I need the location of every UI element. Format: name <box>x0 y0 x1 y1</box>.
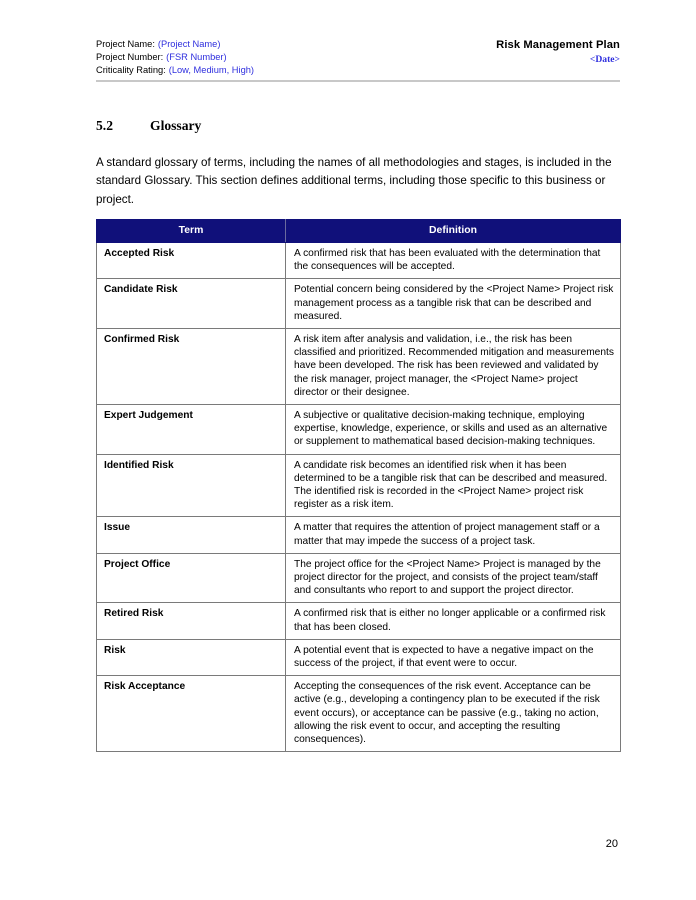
cell-definition: The project office for the <Project Name> Project is managed by the project director for the project, and consists of the project team/staff and consultants who report to and support the project director. <box>286 553 621 603</box>
document-date-placeholder: <Date> <box>589 54 620 65</box>
section-heading <box>96 118 201 134</box>
header-field-project-number <box>96 51 254 64</box>
header-field-value: (Low, Medium, High) <box>168 64 255 75</box>
table-row <box>97 553 621 603</box>
cell-term: Risk <box>97 639 286 675</box>
header-field-value: (FSR Number) <box>166 51 227 62</box>
page-number: 20 <box>605 838 618 850</box>
table-row <box>97 243 621 279</box>
cell-definition: A risk item after analysis and validation, i.e., the risk has been classified and prioritized. Recommended mitigation and measurements have been developed. The risk has been reviewed and validated by the risk manager, project manager, the <Project Name> project director or their designee. <box>286 329 621 405</box>
header-field-criticality-rating <box>96 64 254 77</box>
header-divider-rule <box>96 80 620 82</box>
document-title: Risk Management Plan <box>496 39 620 51</box>
table-row <box>97 454 621 517</box>
cell-definition: A candidate risk becomes an identified risk when it has been determined to be a tangible risk that can be described and measured. The identified risk is recorded in the <Project Name> project risk register as a risk item. <box>286 454 621 517</box>
cell-term: Candidate Risk <box>97 279 286 329</box>
table-row <box>97 405 621 455</box>
cell-term: Confirmed Risk <box>97 329 286 405</box>
table-row <box>97 279 621 329</box>
cell-term: Issue <box>97 517 286 553</box>
cell-term: Accepted Risk <box>97 243 286 279</box>
header-title-block <box>496 38 620 66</box>
cell-term: Risk Acceptance <box>97 676 286 752</box>
cell-term: Identified Risk <box>97 454 286 517</box>
cell-term: Expert Judgement <box>97 405 286 455</box>
column-header-definition: Definition <box>286 220 621 243</box>
cell-definition: A confirmed risk that has been evaluated with the determination that the consequences will be accepted. <box>286 243 621 279</box>
table-row <box>97 517 621 553</box>
cell-definition: A potential event that is expected to have a negative impact on the success of the project, if that event were to occur. <box>286 639 621 675</box>
cell-definition: A confirmed risk that is either no longer applicable or a confirmed risk that has been closed. <box>286 603 621 639</box>
cell-definition: Accepting the consequences of the risk event. Acceptance can be active (e.g., developing a contingency plan to be executed if the risk event occurs), or acceptance can be passive (e.g., taking no action, allowing the risk event to occur, and accepting the resulting consequences). <box>286 676 621 752</box>
table-header-row <box>97 220 621 243</box>
document-running-header <box>96 38 620 76</box>
header-field-project-name <box>96 38 254 51</box>
cell-term: Retired Risk <box>97 603 286 639</box>
header-field-label: Project Number: <box>96 51 164 62</box>
table-row <box>97 329 621 405</box>
table-row <box>97 603 621 639</box>
section-intro-paragraph: A standard glossary of terms, including the names of all methodologies and stages, is included in the standard Glossary. This section defines additional terms, including those specific to this business or project. <box>96 155 612 206</box>
table-row <box>97 639 621 675</box>
column-header-term: Term <box>97 220 286 243</box>
glossary-table-body <box>97 243 621 752</box>
table-row <box>97 676 621 752</box>
section-number: 5.2 <box>96 118 113 133</box>
cell-definition: A subjective or qualitative decision-making technique, employing expertise, knowledge, experience, or skills and used as an alternative or supplement to mathematical based decision-making techniques. <box>286 405 621 455</box>
cell-definition: Potential concern being considered by the <Project Name> Project risk management process as a tangible risk that can be described and measured. <box>286 279 621 329</box>
header-field-label: Project Name: <box>96 39 155 49</box>
glossary-table <box>96 219 621 752</box>
cell-definition: A matter that requires the attention of project management staff or a matter that may impede the success of a project task. <box>286 517 621 553</box>
cell-term: Project Office <box>97 553 286 603</box>
glossary-table-head <box>97 220 621 243</box>
header-field-label: Criticality Rating: <box>96 64 166 75</box>
header-field-value: (Project Name) <box>157 39 221 49</box>
header-project-fields <box>96 38 254 76</box>
section-title: Glossary <box>150 118 202 133</box>
